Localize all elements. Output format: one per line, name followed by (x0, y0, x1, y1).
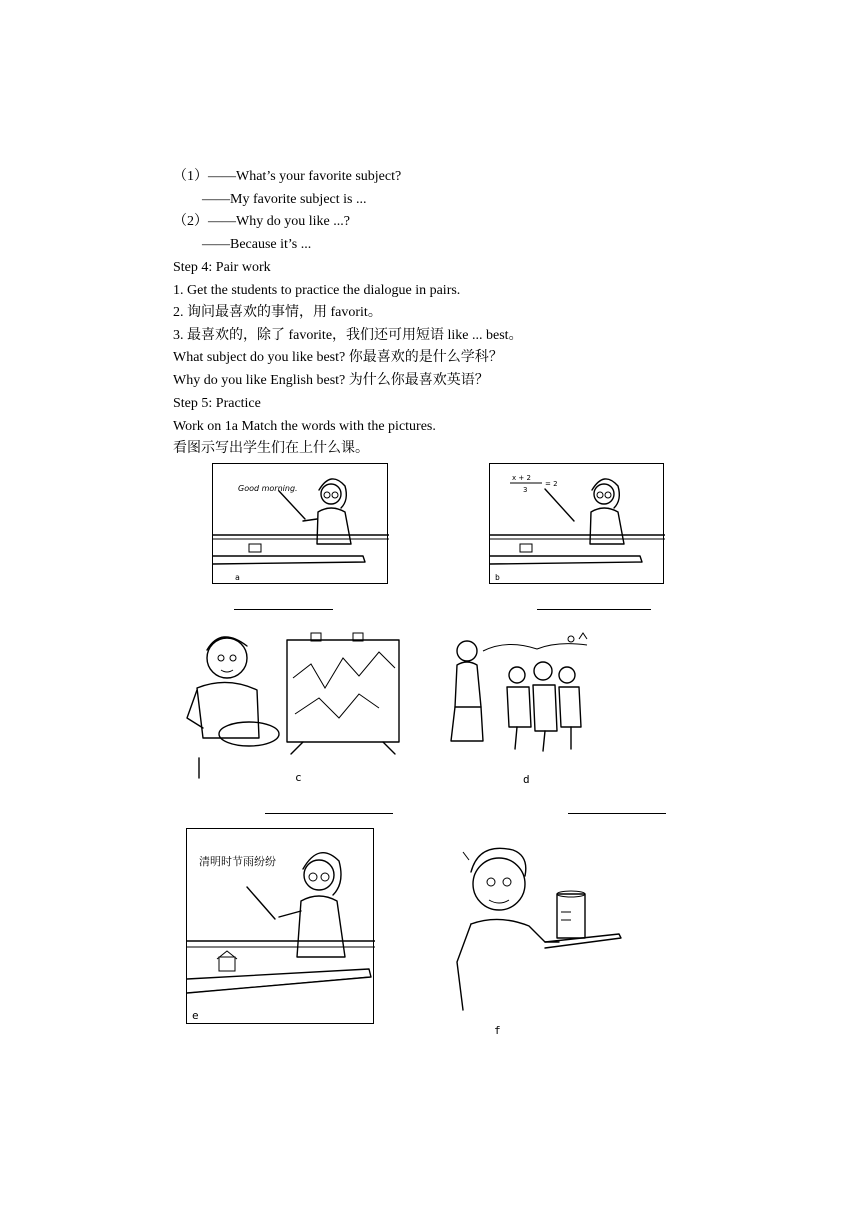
picture-d (447, 631, 597, 786)
picture-c (183, 628, 407, 786)
example-1: What subject do you like best? 你最喜欢的是什么学科？ (173, 350, 503, 365)
board-text-a: Good morning. (238, 484, 298, 493)
label-e: e (192, 1009, 199, 1022)
board-text-b-bottom: 3 (523, 486, 528, 494)
step4-item-2: 2. 询问最喜欢的事情，用 favorit。 (173, 305, 382, 320)
dialogue-2-question: （2）——Why do you like ...? (173, 214, 350, 229)
step4-title: Step 4: Pair work (173, 260, 271, 275)
example-2: Why do you like English best? 为什么你最喜欢英语？ (173, 373, 489, 388)
label-a: a (235, 573, 240, 582)
picture-b (489, 463, 664, 584)
step5-title: Step 5: Practice (173, 396, 261, 411)
answer-blank-c[interactable] (265, 813, 393, 814)
picture-a (212, 463, 388, 584)
label-f: f (494, 1024, 501, 1037)
dialogue-2-answer: ——Because it’s ... (202, 237, 312, 252)
picture-f (449, 842, 629, 1038)
step5-instruction: Work on 1a Match the words with the pictures. (173, 419, 436, 434)
answer-blank-a[interactable] (234, 609, 333, 610)
dialogue-1-question: （1）——What’s your favorite subject? (173, 169, 402, 184)
picture-e (186, 828, 374, 1024)
label-d: d (523, 773, 530, 786)
answer-blank-d[interactable] (568, 813, 666, 814)
board-text-e: 清明时节雨纷纷 (199, 855, 276, 868)
label-c: c (295, 771, 302, 784)
step4-item-3: 3. 最喜欢的，除了 favorite，我们还可用短语 like ... best。 (173, 328, 523, 343)
board-text-b-top: x + 2 (512, 474, 531, 482)
label-b: b (495, 573, 500, 582)
board-text-b-right: = 2 (545, 480, 558, 488)
step4-item-1: 1. Get the students to practice the dialogue in pairs. (173, 283, 461, 298)
answer-blank-b[interactable] (537, 609, 651, 610)
step5-instruction-cn: 看图示写出学生们在上什么课。 (173, 441, 369, 456)
dialogue-1-answer: ——My favorite subject is ... (202, 192, 367, 207)
